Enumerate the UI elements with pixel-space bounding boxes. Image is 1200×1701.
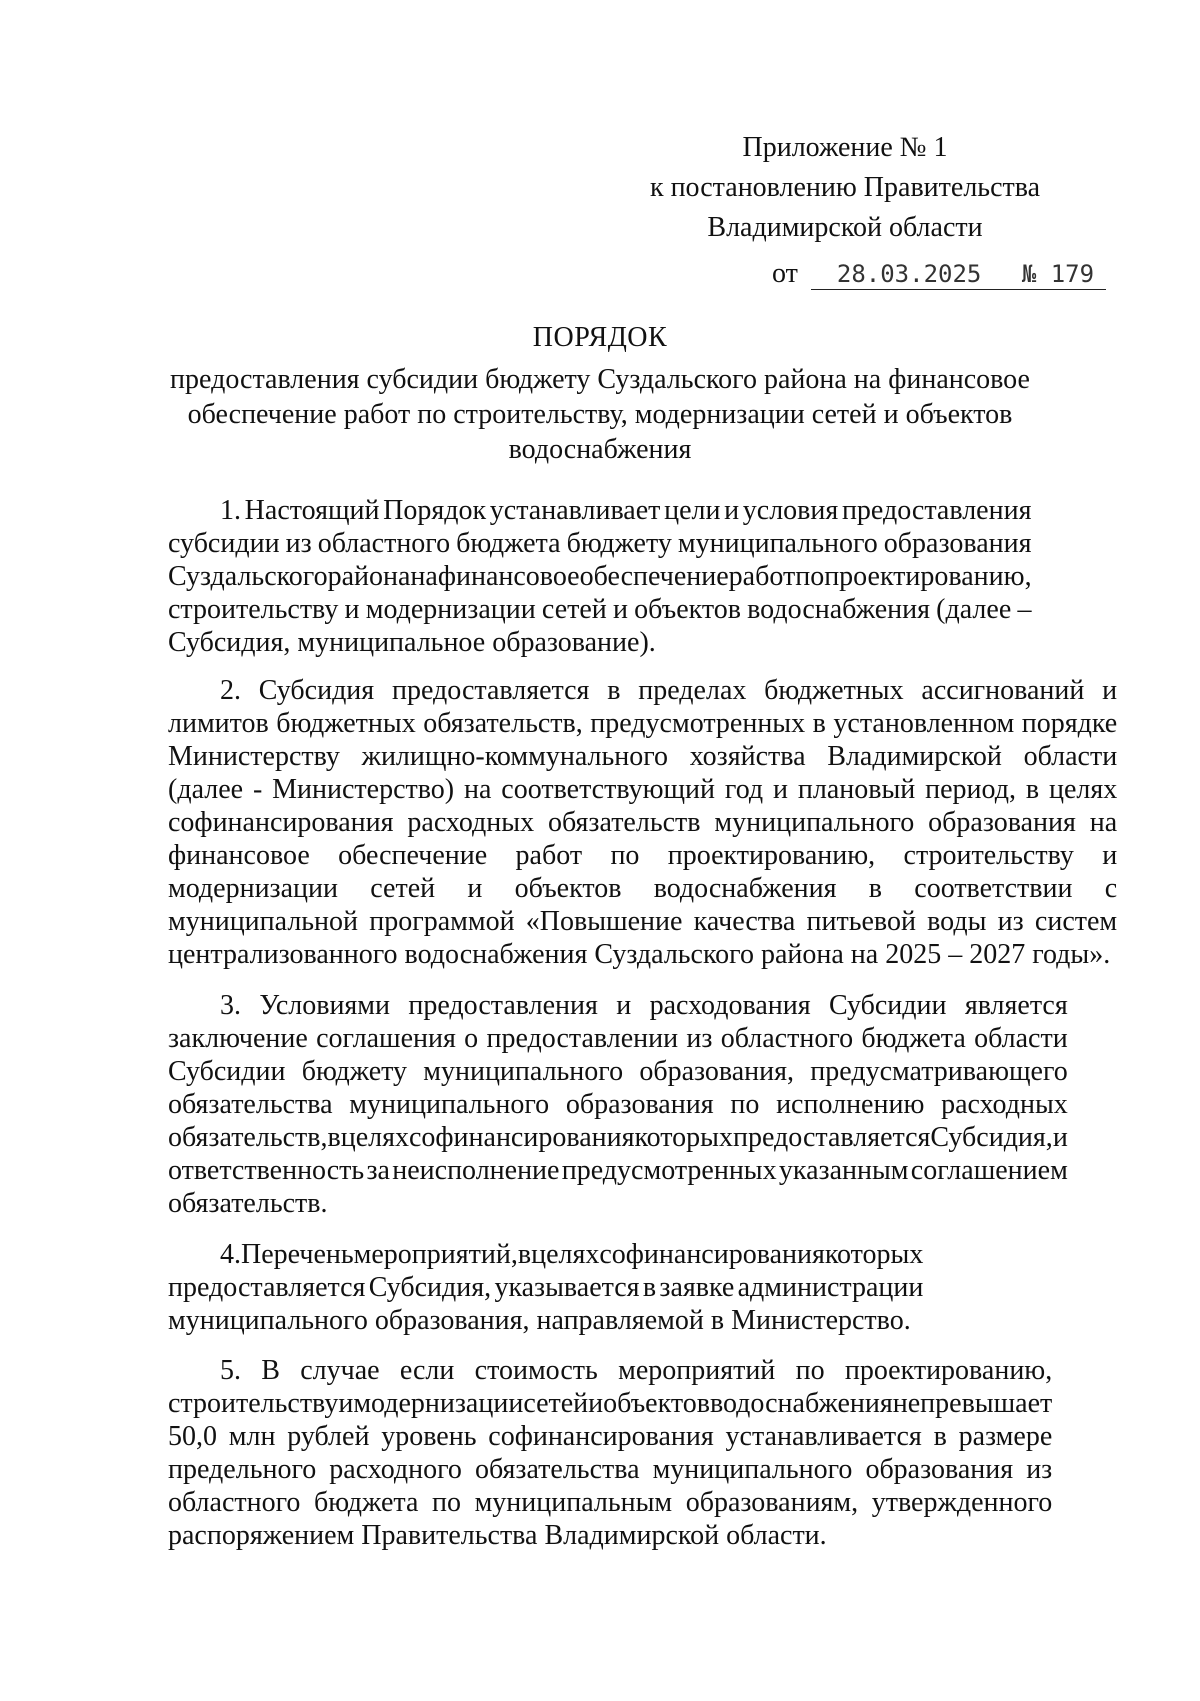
paragraph-1 (168, 494, 1032, 659)
paragraph-line: Субсидия, муниципальное образование). (168, 627, 656, 658)
paragraph-line: 4. Перечень мероприятий, в целях софинансирования которых (220, 1239, 924, 1270)
paragraph-line: Министерству жилищно-коммунального хозяйства Владимирской области (168, 741, 1118, 772)
paragraph-line: лимитов бюджетных обязательств, предусмотренных в установленном порядке (168, 708, 1118, 739)
paragraph-line: заключение соглашения о предоставлении из областного бюджета области (168, 1023, 1068, 1054)
reg-fill-field (811, 259, 1106, 290)
subtitle-line: предоставления субсидии бюджету Суздальского района на финансовое (170, 364, 1030, 395)
appendix-line: к постановлению Правительства (649, 172, 1041, 203)
reg-date: 28.03.2025 (836, 260, 982, 288)
paragraph-2 (168, 674, 1117, 971)
paragraph-line: модернизации сетей и объектов водоснабжения в соответствии с (168, 873, 1118, 904)
paragraph-line: распоряжением Правительства Владимирской области. (168, 1520, 827, 1551)
registration-line (772, 254, 1106, 294)
paragraph-4 (168, 1238, 923, 1337)
paragraph-line: 3. Условиями предоставления и расходования Субсидии является (220, 990, 1068, 1021)
paragraph-line: ответственность за неисполнение предусмотренных указанным соглашением (168, 1155, 1068, 1186)
paragraph-line: строительству и модернизации сетей и объектов водоснабжения (далее – (168, 594, 1032, 625)
paragraph-line: Суздальского района на финансовое обеспечение работ по проектированию, (168, 561, 1032, 592)
paragraph-line: субсидии из областного бюджета бюджету муниципального образования (168, 528, 1032, 559)
paragraph-line: финансовое обеспечение работ по проектированию, строительству и (168, 840, 1118, 871)
reg-prefix: от (772, 258, 798, 289)
paragraph-line: обязательств. (168, 1188, 328, 1219)
paragraph-line: Субсидии бюджету муниципального образования, предусматривающего (168, 1056, 1068, 1087)
paragraph-line: муниципального образования, направляемой в Министерство. (168, 1305, 911, 1336)
paragraph-line: 2. Субсидия предоставляется в пределах бюджетных ассигнований и (220, 675, 1118, 706)
paragraph-line: 1. Настоящий Порядок устанавливает цели и условия предоставления (220, 495, 1032, 526)
paragraph-line: предоставляется Субсидия, указывается в заявке администрации (168, 1272, 924, 1303)
paragraph-3 (168, 989, 1068, 1220)
reg-number: 179 (1050, 260, 1095, 288)
reg-number-sign: № (1021, 260, 1037, 288)
subtitle-line: водоснабжения (508, 434, 692, 465)
paragraph-line: областного бюджета по муниципальным образованиям, утвержденного (168, 1487, 1053, 1518)
document-subtitle (0, 362, 1200, 467)
paragraph-5 (168, 1354, 1052, 1552)
appendix-block (600, 128, 1090, 248)
paragraph-line: 50,0 млн рублей уровень софинансирования устанавливается в размере (168, 1421, 1053, 1452)
paragraph-line: строительству и модернизации сетей и объектов водоснабжения не превышает (168, 1388, 1053, 1419)
subtitle-line: обеспечение работ по строительству, модернизации сетей и объектов (187, 399, 1013, 430)
paragraph-line: централизованного водоснабжения Суздальского района на 2025 – 2027 годы». (168, 939, 1111, 970)
paragraph-line: муниципальной программой «Повышение качества питьевой воды из систем (168, 906, 1118, 937)
appendix-line: Приложение № 1 (742, 132, 948, 163)
appendix-line: Владимирской области (707, 212, 983, 243)
paragraph-line: софинансирования расходных обязательств муниципального образования на (168, 807, 1118, 838)
paragraph-line: обязательства муниципального образования по исполнению расходных (168, 1089, 1068, 1120)
document-title: ПОРЯДОК (532, 322, 668, 353)
paragraph-line: 5. В случае если стоимость мероприятий по проектированию, (220, 1355, 1053, 1386)
paragraph-line: обязательств, в целях софинансирования которых предоставляется Субсидия, и (168, 1122, 1068, 1153)
paragraph-line: предельного расходного обязательства муниципального образования из (168, 1454, 1053, 1485)
paragraph-line: (далее - Министерство) на соответствующий год и плановый период, в целях (168, 774, 1118, 805)
